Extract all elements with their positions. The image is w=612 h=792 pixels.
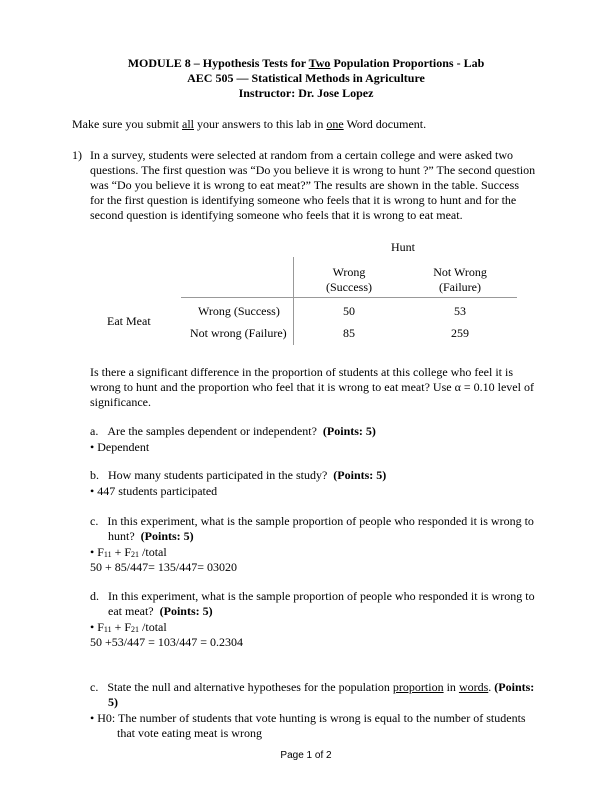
table-cell: 50 (343, 304, 355, 318)
part-a-answer: • Dependent (90, 440, 150, 454)
part-e-answer: • H0: The number of students that vote hunting is wrong is equal to the number of students (90, 711, 526, 725)
part-c-calculation: 50 + 85/447= 135/447= 03020 (90, 560, 237, 574)
col-header: Wrong (Success) (326, 265, 372, 294)
instructions: Make sure you submit all your answers to this lab in one Word document. (72, 117, 427, 131)
part-e-question: c. State the null and alternative hypotheses for the population proportion in words. (Points: (90, 680, 535, 694)
part-b-answer: • 447 students participated (90, 484, 218, 498)
col-header: Not Wrong (Failure) (433, 265, 487, 294)
part-c-question: hunt? (Points: 5) (108, 529, 194, 543)
table-cell: 85 (343, 326, 355, 340)
row-label: Not wrong (Failure) (190, 326, 287, 340)
part-b-question: b. How many students participated in the study? (Points: 5) (90, 468, 387, 482)
part-d-question: d. In this experiment, what is the sample proportion of people who responded it is wrong to (90, 589, 535, 603)
table-cell: 53 (454, 304, 466, 318)
instructor: Instructor: Dr. Jose Lopez (238, 86, 374, 100)
col-group-label: Hunt (391, 240, 415, 254)
part-d-question: eat meat? (Points: 5) (108, 604, 213, 618)
table-cell: 259 (451, 326, 469, 340)
part-c-formula: • $F_{11} + F_{21}$ /total (90, 545, 167, 559)
part-d-calculation: 50 +53/447 = 103/447 = 0.2304 (90, 635, 243, 649)
question-line: for the first question is identifying someone who feels that it is wrong to hunt and for the (90, 193, 517, 207)
doc-title: MODULE 8 – Hypothesis Tests for Two Population Proportions - Lab (127, 56, 485, 70)
table-divider (293, 257, 294, 345)
question-line: second question is identifying someone who feels that it is wrong to eat meat. (90, 208, 463, 222)
question-text: Is there a significant difference in the proportion of students at this college who feel it is (90, 365, 513, 379)
part-a-question: a. Are the samples dependent or independent? (Points: 5) (90, 424, 376, 438)
row-group-label: Eat Meat (107, 314, 151, 328)
page-number: Page 1 of 2 (280, 750, 332, 761)
part-e-question: 5) (108, 695, 118, 709)
course-title: AEC 505 — Statistical Methods in Agriculture (187, 71, 425, 85)
part-e-answer: that vote eating meat is wrong (117, 726, 262, 740)
question-line: was “Do you believe it is wrong to eat meat?” The results are shown in the table. Success (90, 178, 519, 192)
row-label: Wrong (Success) (198, 304, 280, 318)
part-c-question: c. In this experiment, what is the sample proportion of people who responded it is wrong to (90, 514, 534, 528)
question-text: significance. (90, 395, 151, 409)
question-line: questions. The first question was “Do you believe it is wrong to hunt ?” The second question (90, 163, 536, 177)
question-number: 1) (72, 148, 82, 162)
part-d-formula: • $F_{11} + F_{21}$ /total (90, 620, 167, 634)
question-line: In a survey, students were selected at random from a certain college and were asked two (90, 148, 514, 162)
question-text: wrong to hunt and the proportion who feel that it is wrong to eat meat? Use α = 0.10 level of (90, 380, 534, 394)
table-divider (181, 297, 517, 298)
